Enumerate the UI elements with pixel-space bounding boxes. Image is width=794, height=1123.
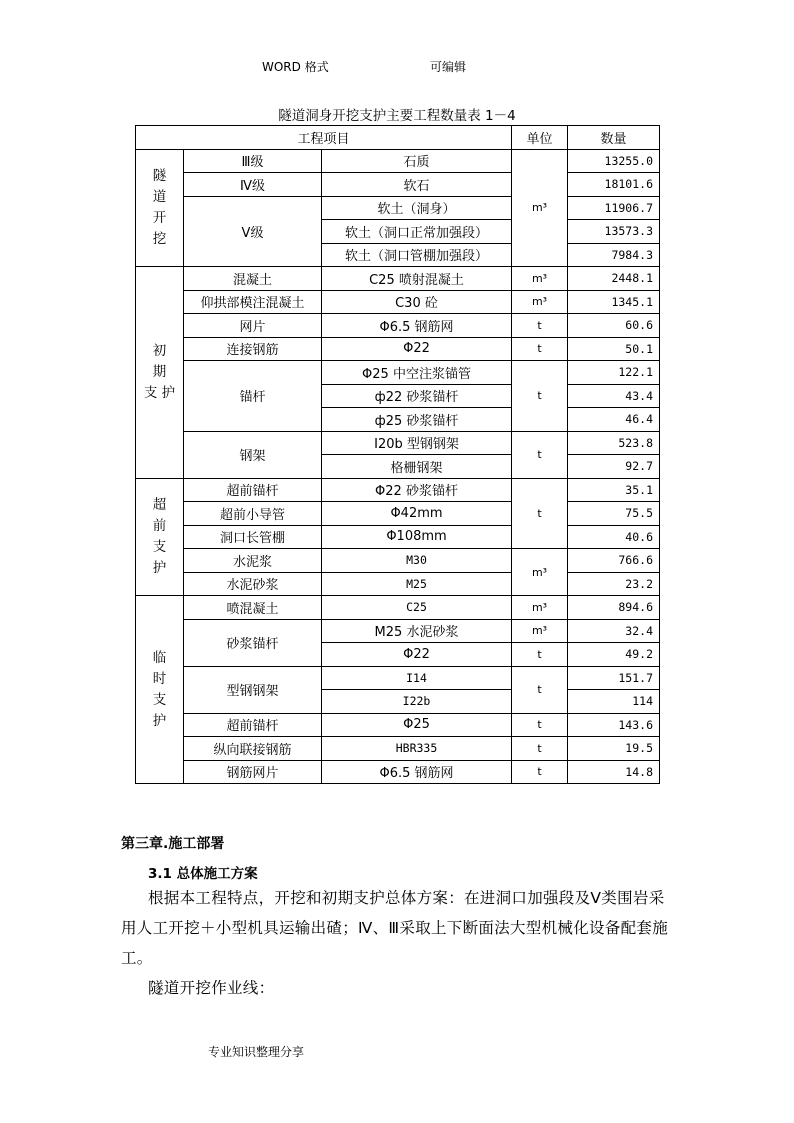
spec-cell: ф22 砂浆锚杆 xyxy=(322,384,512,408)
item-cell: 喷混凝土 xyxy=(184,596,322,620)
unit-cell: t xyxy=(512,666,568,713)
table-row xyxy=(136,290,660,314)
paragraph-line: 隧道开挖作业线： xyxy=(148,979,275,997)
qty-cell: 13255.0 xyxy=(568,149,660,173)
qty-cell: 13573.3 xyxy=(568,220,660,244)
spec-cell: ф25 砂浆锚杆 xyxy=(322,408,512,432)
item-cell: 钢筋网片 xyxy=(184,760,322,784)
qty-cell: 32.4 xyxy=(568,619,660,643)
table-row xyxy=(136,149,660,173)
item-cell: 水泥浆 xyxy=(184,549,322,573)
qty-cell: 46.4 xyxy=(568,408,660,432)
table-row xyxy=(136,502,660,526)
table-row xyxy=(136,267,660,291)
spec-cell: I14 xyxy=(322,666,512,690)
item-cell: 砂浆锚杆 xyxy=(184,619,322,666)
spec-cell: M30 xyxy=(322,549,512,573)
spec-cell: Φ42mm xyxy=(322,502,512,526)
col-header-item: 工程项目 xyxy=(136,126,512,150)
category-cell: 隧 道 开 挖 xyxy=(136,149,184,267)
table-row xyxy=(136,314,660,338)
table-row xyxy=(136,549,660,573)
item-cell: 纵向联接钢筋 xyxy=(184,737,322,761)
paragraph-line: 根据本工程特点，开挖和初期支护总体方案：在进洞口加强段及Ⅴ类围岩采 xyxy=(148,889,665,907)
spec-cell: 软石 xyxy=(322,173,512,197)
unit-cell: m³ xyxy=(512,619,568,643)
unit-cell: t xyxy=(512,737,568,761)
item-cell: Ⅳ级 xyxy=(184,173,322,197)
qty-cell: 14.8 xyxy=(568,760,660,784)
header-left: WORD 格式 xyxy=(262,60,329,74)
table-title: 隧道洞身开挖支护主要工程数量表 1－4 xyxy=(278,108,516,124)
item-cell: 钢架 xyxy=(184,431,322,478)
table-row xyxy=(136,760,660,784)
table-row xyxy=(136,666,660,690)
item-cell: 连接钢筋 xyxy=(184,337,322,361)
qty-cell: 23.2 xyxy=(568,572,660,596)
quantity-table xyxy=(135,125,660,784)
item-cell: Ⅴ级 xyxy=(184,196,322,267)
unit-cell: t xyxy=(512,760,568,784)
item-cell: 网片 xyxy=(184,314,322,338)
qty-cell: 1345.1 xyxy=(568,290,660,314)
item-cell: 超前锚杆 xyxy=(184,478,322,502)
category-cell: 临 时 支 护 xyxy=(136,596,184,784)
spec-cell: C25 xyxy=(322,596,512,620)
table-header-row xyxy=(136,126,660,150)
qty-cell: 50.1 xyxy=(568,337,660,361)
unit-cell: m³ xyxy=(512,149,568,267)
spec-cell: Φ108mm xyxy=(322,525,512,549)
section-title: 第三章.施工部署 xyxy=(121,836,225,852)
qty-cell: 523.8 xyxy=(568,431,660,455)
qty-cell: 143.6 xyxy=(568,713,660,737)
spec-cell: Φ6.5 钢筋网 xyxy=(322,760,512,784)
page-footer: 专业知识整理分享 xyxy=(208,1045,305,1059)
qty-cell: 18101.6 xyxy=(568,173,660,197)
table-row xyxy=(136,431,660,455)
table-row xyxy=(136,196,660,220)
spec-cell: 石质 xyxy=(322,149,512,173)
item-cell: 锚杆 xyxy=(184,361,322,432)
item-cell: 混凝土 xyxy=(184,267,322,291)
table-row xyxy=(136,619,660,643)
qty-cell: 19.5 xyxy=(568,737,660,761)
qty-cell: 7984.3 xyxy=(568,243,660,267)
spec-cell: I22b xyxy=(322,690,512,714)
qty-cell: 894.6 xyxy=(568,596,660,620)
spec-cell: M25 xyxy=(322,572,512,596)
category-cell: 初 期 支 护 xyxy=(136,267,184,479)
table-row xyxy=(136,337,660,361)
unit-cell: m³ xyxy=(512,290,568,314)
spec-cell: Φ25 xyxy=(322,713,512,737)
item-cell: Ⅲ级 xyxy=(184,149,322,173)
item-cell: 型钢钢架 xyxy=(184,666,322,713)
table-row xyxy=(136,478,660,502)
qty-cell: 2448.1 xyxy=(568,267,660,291)
unit-cell: t xyxy=(512,478,568,549)
item-cell: 超前小导管 xyxy=(184,502,322,526)
spec-cell: C30 砼 xyxy=(322,290,512,314)
qty-cell: 60.6 xyxy=(568,314,660,338)
table-row xyxy=(136,713,660,737)
spec-cell: HBR335 xyxy=(322,737,512,761)
col-header-qty: 数量 xyxy=(568,126,660,150)
qty-cell: 35.1 xyxy=(568,478,660,502)
qty-cell: 766.6 xyxy=(568,549,660,573)
spec-cell: M25 水泥砂浆 xyxy=(322,619,512,643)
qty-cell: 151.7 xyxy=(568,666,660,690)
paragraph-line: 用人工开挖＋小型机具运输出碴；Ⅳ、Ⅲ采取上下断面法大型机械化设备配套施 xyxy=(121,919,668,937)
qty-cell: 40.6 xyxy=(568,525,660,549)
table-row xyxy=(136,525,660,549)
qty-cell: 92.7 xyxy=(568,455,660,479)
item-cell: 洞口长管棚 xyxy=(184,525,322,549)
spec-cell: Φ25 中空注浆锚管 xyxy=(322,361,512,385)
qty-cell: 49.2 xyxy=(568,643,660,667)
table-row xyxy=(136,596,660,620)
header-right: 可编辑 xyxy=(430,60,467,74)
unit-cell: m³ xyxy=(512,549,568,596)
unit-cell: t xyxy=(512,314,568,338)
spec-cell: Φ22 xyxy=(322,643,512,667)
unit-cell: t xyxy=(512,431,568,478)
spec-cell: 软土（洞身） xyxy=(322,196,512,220)
unit-cell: t xyxy=(512,713,568,737)
subsection-title: 3.1 总体施工方案 xyxy=(148,866,258,882)
table-row xyxy=(136,737,660,761)
unit-cell: t xyxy=(512,361,568,432)
category-cell: 超 前 支 护 xyxy=(136,478,184,596)
unit-cell: m³ xyxy=(512,267,568,291)
unit-cell: t xyxy=(512,337,568,361)
item-cell: 仰拱部模注混凝土 xyxy=(184,290,322,314)
spec-cell: Φ6.5 钢筋网 xyxy=(322,314,512,338)
table-row xyxy=(136,173,660,197)
unit-cell: m³ xyxy=(512,596,568,620)
qty-cell: 43.4 xyxy=(568,384,660,408)
spec-cell: 格栅钢架 xyxy=(322,455,512,479)
table-row xyxy=(136,572,660,596)
paragraph-line: 工。 xyxy=(121,949,153,967)
qty-cell: 11906.7 xyxy=(568,196,660,220)
spec-cell: Φ22 砂浆锚杆 xyxy=(322,478,512,502)
col-header-unit: 单位 xyxy=(512,126,568,150)
qty-cell: 114 xyxy=(568,690,660,714)
table-row xyxy=(136,361,660,385)
qty-cell: 75.5 xyxy=(568,502,660,526)
qty-cell: 122.1 xyxy=(568,361,660,385)
spec-cell: Φ22 xyxy=(322,337,512,361)
spec-cell: I20b 型钢钢架 xyxy=(322,431,512,455)
spec-cell: 软土（洞口管棚加强段） xyxy=(322,243,512,267)
spec-cell: C25 喷射混凝土 xyxy=(322,267,512,291)
unit-cell: t xyxy=(512,643,568,667)
item-cell: 水泥砂浆 xyxy=(184,572,322,596)
item-cell: 超前锚杆 xyxy=(184,713,322,737)
spec-cell: 软土（洞口正常加强段） xyxy=(322,220,512,244)
